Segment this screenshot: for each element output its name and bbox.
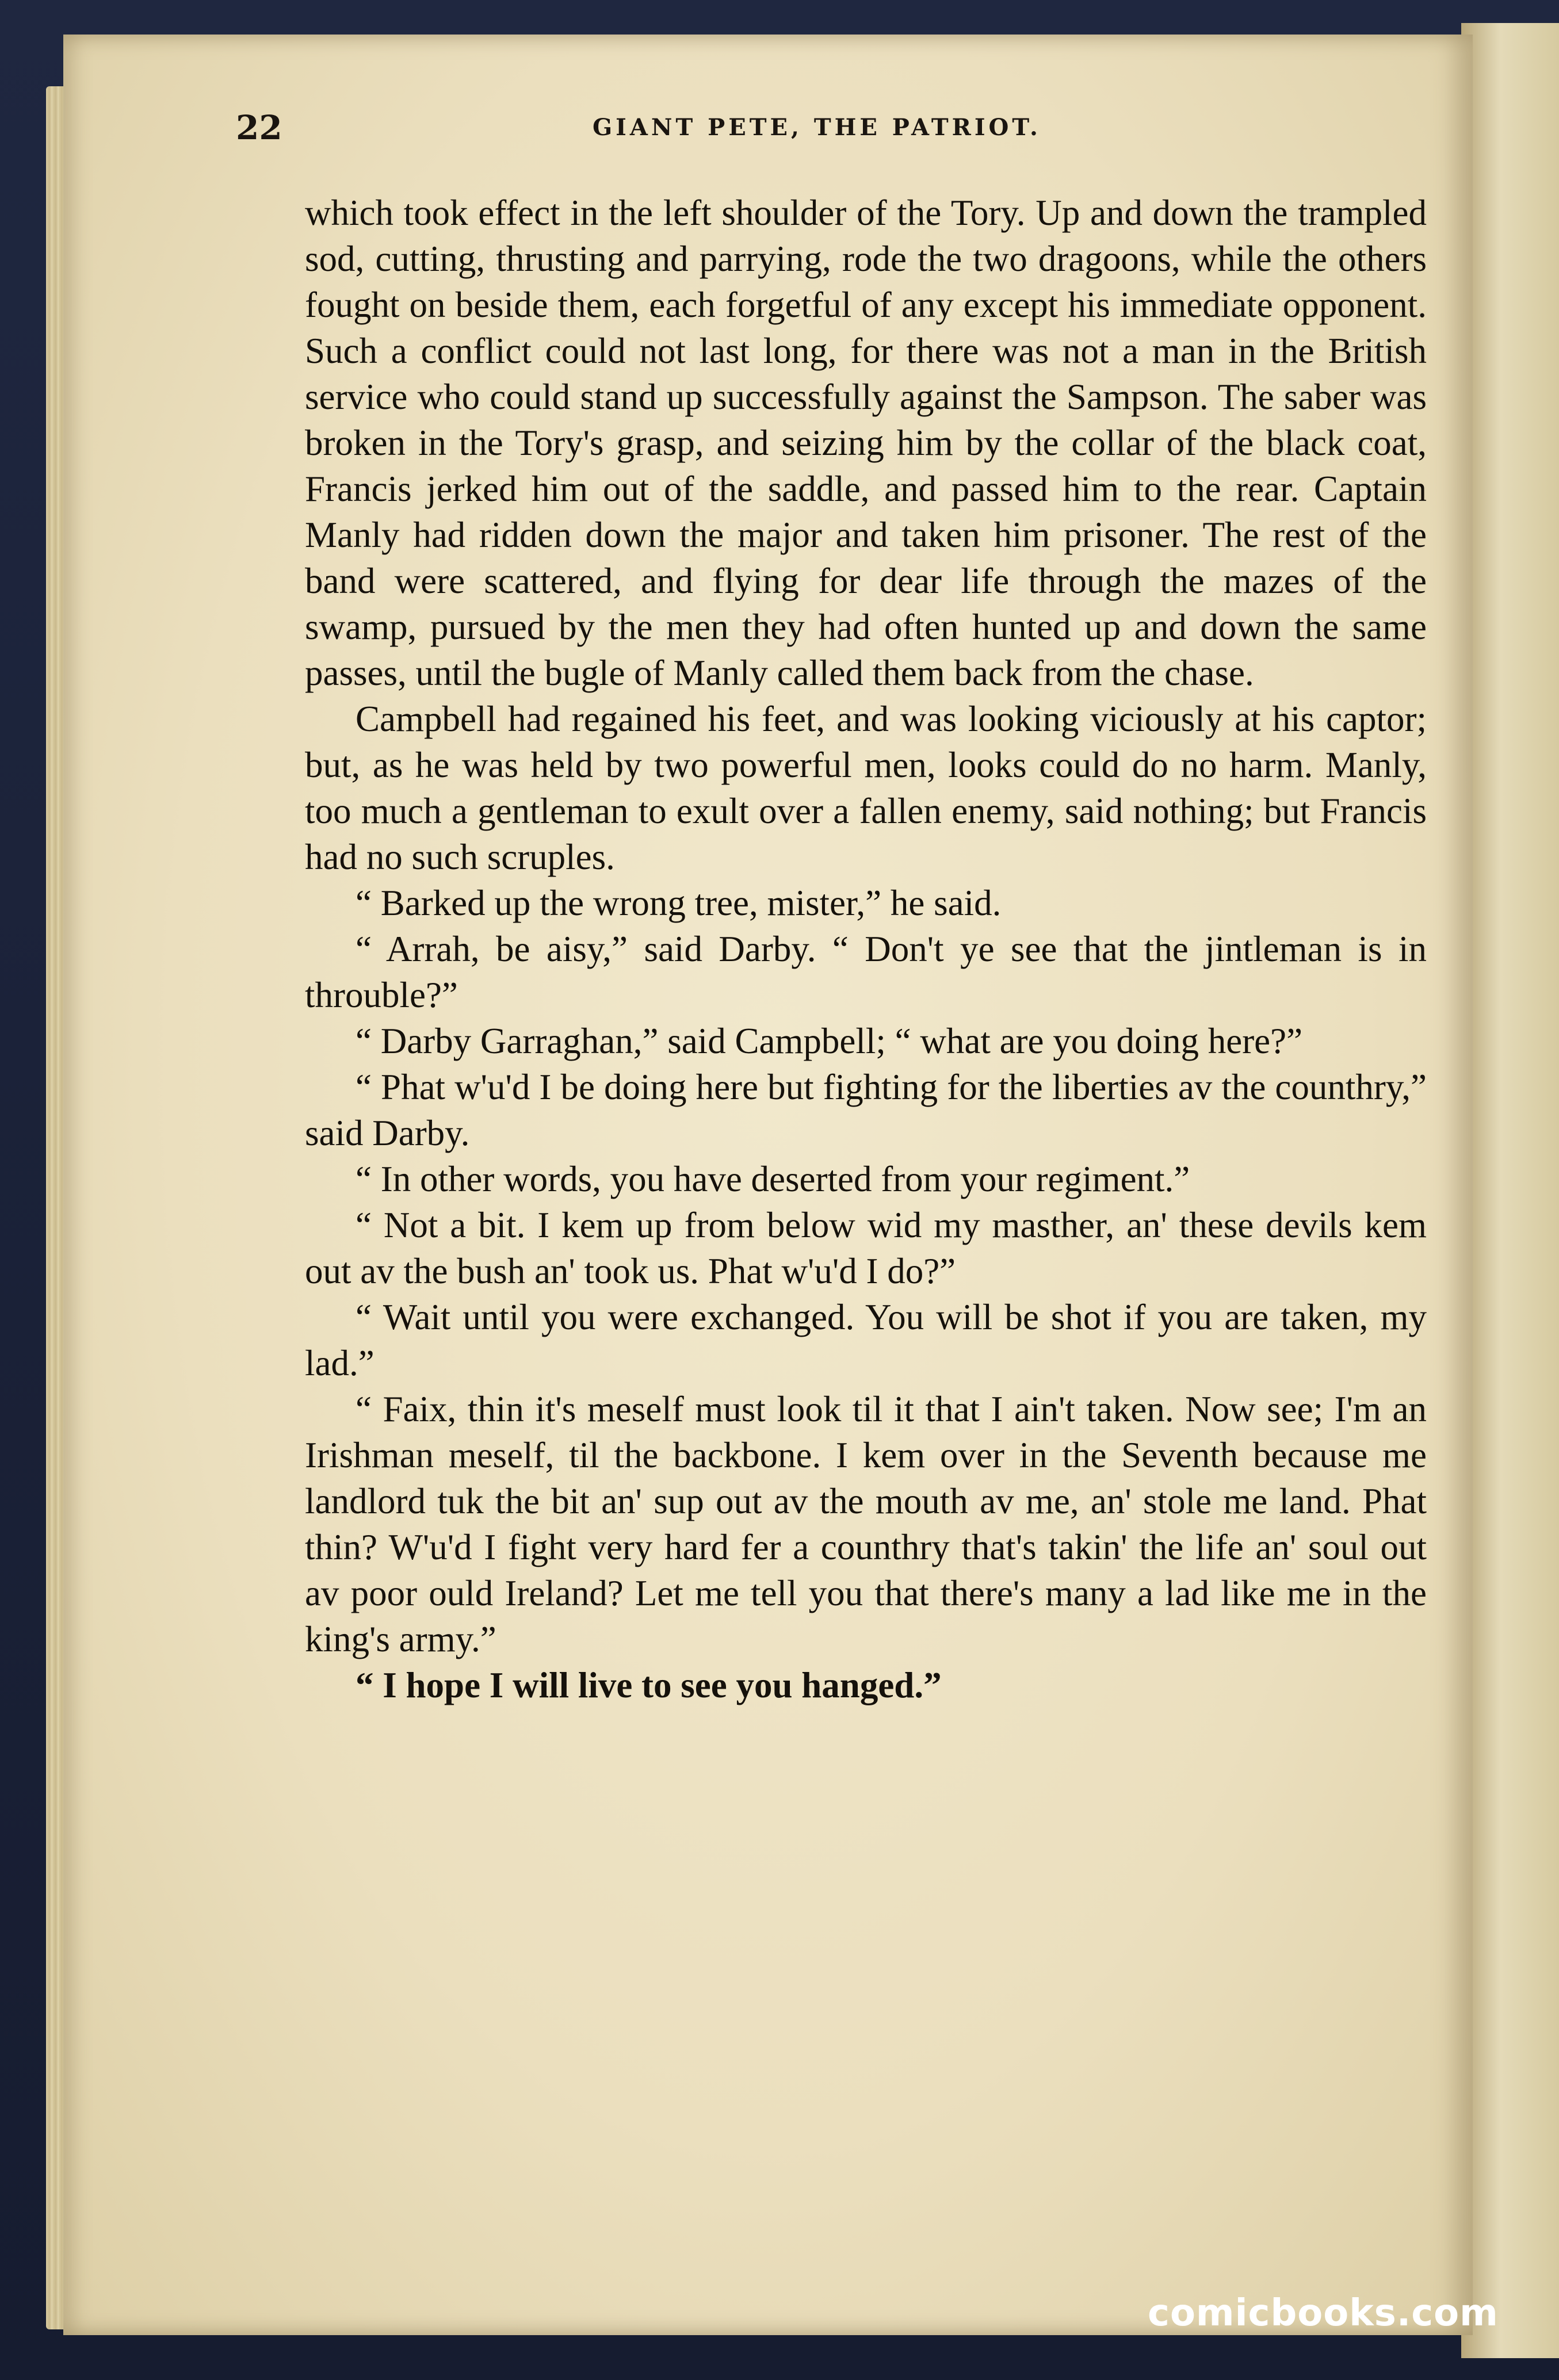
- paragraph: “ Wait until you were exchanged. You will be shot if you are taken, my lad.”: [305, 1297, 1427, 1383]
- paragraph: “ Faix, thin it's meself must look til it that I ain't taken. Now see; I'm an Irishman meself, til the backbone. I kem over in the Seventh because me landlord tuk the bit an' sup out av the mouth av me, an' stole me land. Phat thin? W'u'd I fight very hard fer a counthry that's takin' the life an' soul out av poor ould Ireland? Let me tell you that there's many a lad like me in the king's army.”: [305, 1389, 1427, 1659]
- paragraph: “ Darby Garraghan,” said Campbell; “ what are you doing here?”: [356, 1021, 1303, 1061]
- next-page-edge: [1461, 23, 1559, 2358]
- watermark: comicbooks.com: [1148, 2292, 1499, 2335]
- running-title: GIANT PETE, THE PATRIOT.: [593, 114, 1041, 141]
- page-number: 22: [236, 108, 282, 147]
- paragraph: “ Phat w'u'd I be doing here but fighting for the liberties av the counthry,” said Darby.: [305, 1067, 1427, 1153]
- paragraph: “ Arrah, be aisy,” said Darby. “ Don't ye see that the jintleman is in throuble?”: [305, 929, 1427, 1015]
- body-text: [305, 190, 1427, 1708]
- paragraph: “ I hope I will live to see you hanged.”: [356, 1665, 942, 1705]
- paragraph: “ Barked up the wrong tree, mister,” he said.: [356, 883, 1002, 923]
- paragraph: which took effect in the left shoulder of the Tory. Up and down the trampled sod, cutting, thrusting and parrying, rode the two dragoons, while the others fought on beside them, each forgetful of any except his immediate opponent. Such a conflict could not last long, for there was not a man in the British service who could stand up successfully against the Sampson. The saber was broken in the Tory's grasp, and seizing him by the collar of the black coat, Francis jerked him out of the saddle, and passed him to the rear. Captain Manly had ridden down the major and taken him prisoner. The rest of the band were scattered, and flying for dear life through the mazes of the swamp, pursued by the men they had often hunted up and down the same passes, until the bugle of Manly called them back from the chase.: [305, 193, 1427, 693]
- paragraph: “ In other words, you have deserted from your regiment.”: [356, 1159, 1190, 1199]
- paragraph: Campbell had regained his feet, and was looking viciously at his captor; but, as he was held by two powerful men, looks could do no harm. Manly, too much a gentleman to exult over a fallen enemy, said nothing; but Francis had no such scruples.: [305, 699, 1427, 877]
- paragraph: “ Not a bit. I kem up from below wid my masther, an' these devils kem out av the bush an' took us. Phat w'u'd I do?”: [305, 1205, 1427, 1291]
- running-head: [236, 108, 1432, 154]
